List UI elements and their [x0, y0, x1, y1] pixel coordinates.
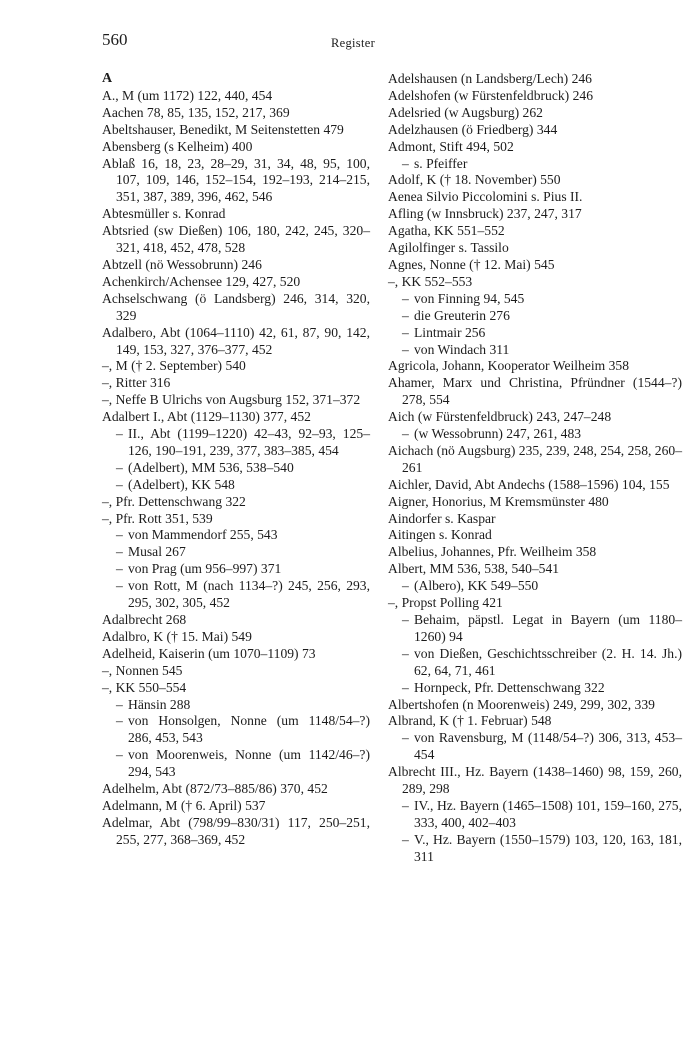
subentry-dash: – [116, 696, 123, 712]
subentry-text: II., Abt (1199–1220) 42–43, 92–93, 125–126, 190–191, 239, 377, 383–385, 454 [128, 426, 370, 458]
page-header [102, 30, 604, 54]
index-entry: Ahamer, Marx und Christina, Pfründner (1544–?) 278, 554 [388, 375, 682, 408]
subentry-dash: – [116, 578, 123, 594]
index-subentry [102, 578, 370, 612]
index-entry: Adelheid, Kaiserin (um 1070–1109) 73 [102, 645, 316, 661]
index-entry: Ablaß 16, 18, 23, 28–29, 31, 34, 48, 95, 100, 107, 109, 146, 152–154, 192–193, 214–215, 351, 387, 389, 396, 462, 546 [102, 155, 370, 205]
subentry-text: Hänsin 288 [128, 696, 191, 712]
index-entry: Albelius, Johannes, Pfr. Weilheim 358 [388, 544, 597, 560]
subentry-text: (Adelbert), KK 548 [128, 476, 235, 492]
index-entry: –, Propst Polling 421 [388, 595, 503, 611]
subentry-dash: – [116, 747, 123, 763]
subentry-text: von Windach 311 [414, 341, 510, 357]
index-subentry [388, 156, 682, 173]
index-entry: Adalbrecht 268 [102, 612, 187, 627]
subentry-dash: – [116, 459, 123, 475]
subentry-dash: – [402, 645, 409, 661]
subentry-text: Musal 267 [128, 544, 186, 560]
subentry-dash: – [116, 527, 123, 543]
subentry-dash: – [402, 324, 409, 340]
index-entry: Aichler, David, Abt Andechs (1588–1596) 104, 155 [388, 476, 670, 492]
subentry-dash: – [116, 426, 123, 442]
index-entry: Albrecht III., Hz. Bayern (1438–1460) 98, 159, 260, 289, 298 [388, 764, 682, 797]
index-subentry [388, 578, 682, 595]
index-entry: Afling (w Innsbruck) 237, 247, 317 [388, 206, 582, 222]
index-entry: Aichach (nö Augsburg) 235, 239, 248, 254, 258, 260–261 [388, 442, 682, 475]
index-entry: Adalbro, K († 15. Mai) 549 [102, 628, 252, 644]
subentry-text: (Adelbert), MM 536, 538–540 [128, 459, 294, 475]
index-subentry [102, 426, 370, 460]
index-subentry [388, 291, 682, 308]
index-entry: Albrand, K († 1. Februar) 548 [388, 713, 552, 729]
subentry-dash: – [402, 341, 409, 357]
subentry-dash: – [116, 476, 123, 492]
subentry-dash: – [402, 612, 409, 627]
index-subentry [388, 426, 682, 443]
subentry-text: von Prag (um 956–997) 371 [128, 561, 282, 577]
subentry-dash: – [402, 797, 409, 813]
index-subentry [102, 544, 370, 561]
index-entry: Adelmann, M († 6. April) 537 [102, 797, 266, 813]
subentry-dash: – [402, 679, 409, 695]
subentry-text: von Rott, M (nach 1134–?) 245, 256, 293, 295, 302, 305, 452 [128, 578, 370, 611]
index-subentry [102, 747, 370, 781]
subentry-text: s. Pfeiffer [414, 155, 468, 171]
index-entry: Agricola, Johann, Kooperator Weilheim 358 [388, 358, 630, 374]
subentry-text: Lintmair 256 [414, 324, 486, 340]
subentry-text: (w Wessobrunn) 247, 261, 483 [414, 426, 582, 442]
section-letter: A [102, 71, 113, 86]
subentry-text: von Finning 94, 545 [414, 290, 525, 306]
index-entry: Abeltshauser, Benedikt, M Seitenstetten 479 [102, 121, 344, 137]
running-title: Register [330, 36, 376, 50]
subentry-dash: – [402, 290, 409, 306]
index-entry: Aenea Silvio Piccolomini s. Pius II. [388, 189, 583, 205]
subentry-text: von Dießen, Geschichtsschreiber (2. H. 14. Jh.) 62, 64, 71, 461 [414, 645, 682, 678]
subentry-text: IV., Hz. Bayern (1465–1508) 101, 159–160, 275, 333, 400, 402–403 [414, 797, 682, 830]
index-entry: Aich (w Fürstenfeldbruck) 243, 247–248 [388, 409, 612, 425]
index-entry: Abtzell (nö Wessobrunn) 246 [102, 256, 262, 272]
index-entry: –, KK 550–554 [102, 679, 187, 695]
subentry-dash: – [402, 155, 409, 171]
subentry-dash: – [402, 578, 409, 594]
index-subentry [388, 832, 682, 866]
index-subentry [388, 646, 682, 680]
index-subentry [102, 697, 370, 714]
index-subentry [102, 713, 370, 747]
index-subentry [388, 325, 682, 342]
index-subentry [102, 477, 370, 494]
index-entry: Aindorfer s. Kaspar [388, 510, 496, 526]
index-entry: Adelhelm, Abt (872/73–885/86) 370, 452 [102, 781, 328, 797]
index-column-right [388, 71, 682, 866]
index-entry: Agilolfinger s. Tassilo [388, 240, 509, 256]
subentry-dash: – [402, 831, 409, 847]
index-entry: Aachen 78, 85, 135, 152, 217, 369 [102, 104, 290, 120]
index-subentry [102, 527, 370, 544]
index-entry: –, Pfr. Rott 351, 539 [102, 510, 213, 526]
subentry-dash: – [116, 561, 123, 577]
index-entry: –, Nonnen 545 [102, 662, 183, 678]
index-subentry [102, 460, 370, 477]
subentry-text: von Honsolgen, Nonne (um 1148/54–?) 286, 453, 543 [128, 713, 370, 746]
index-entry: –, KK 552–553 [388, 273, 473, 289]
index-entry: Adelshausen (n Landsberg/Lech) 246 [388, 71, 592, 86]
subentry-text: die Greuterin 276 [414, 307, 510, 323]
subentry-text: (Albero), KK 549–550 [414, 578, 539, 594]
subentry-dash: – [116, 713, 123, 729]
subentry-text: V., Hz. Bayern (1550–1579) 103, 120, 163, 181, 311 [414, 831, 682, 864]
subentry-text: von Moorenweis, Nonne (um 1142/46–?) 294, 543 [128, 747, 370, 780]
index-entry: Adelzhausen (ö Friedberg) 344 [388, 121, 558, 137]
index-entry: Achselschwang (ö Landsberg) 246, 314, 320, 329 [102, 290, 370, 323]
index-subentry [388, 730, 682, 764]
index-entry: –, Neffe B Ulrichs von Augsburg 152, 371–372 [102, 392, 361, 408]
subentry-dash: – [402, 426, 409, 442]
index-entry: Aigner, Honorius, M Kremsmünster 480 [388, 493, 609, 509]
index-entry: Abensberg (s Kelheim) 400 [102, 138, 253, 154]
index-entry: Adalbero, Abt (1064–1110) 42, 61, 87, 90, 142, 149, 153, 327, 376–377, 452 [102, 324, 370, 357]
index-entry: –, Pfr. Dettenschwang 322 [102, 493, 246, 509]
subentry-text: von Mammendorf 255, 543 [128, 527, 278, 543]
index-entry: Adolf, K († 18. November) 550 [388, 172, 561, 188]
index-subentry [388, 612, 682, 646]
subentry-text: von Ravensburg, M (1148/54–?) 306, 313, 453–454 [414, 730, 682, 763]
subentry-text: Behaim, päpstl. Legat in Bayern (um 1180–1260) 94 [414, 612, 682, 644]
index-entry: Agnes, Nonne († 12. Mai) 545 [388, 256, 555, 272]
index-subentry [388, 798, 682, 832]
index-entry: Achenkirch/Achensee 129, 427, 520 [102, 273, 301, 289]
index-entry: Agatha, KK 551–552 [388, 223, 505, 239]
index-entry: Admont, Stift 494, 502 [388, 138, 514, 154]
index-column-left [102, 71, 370, 849]
index-entry: Abtesmüller s. Konrad [102, 206, 226, 222]
subentry-dash: – [402, 307, 409, 323]
index-subentry [102, 561, 370, 578]
index-subentry [388, 342, 682, 359]
page-number: 560 [102, 30, 128, 49]
index-subentry [388, 680, 682, 697]
subentry-text: Hornpeck, Pfr. Dettenschwang 322 [414, 679, 605, 695]
index-entry: –, M († 2. September) 540 [102, 358, 246, 374]
index-entry: Albertshofen (n Moorenweis) 249, 299, 302, 339 [388, 696, 655, 712]
index-entry: Adelsried (w Augsburg) 262 [388, 104, 543, 120]
index-entry: Adelshofen (w Fürstenfeldbruck) 246 [388, 87, 593, 103]
index-entry: Albert, MM 536, 538, 540–541 [388, 561, 560, 577]
subentry-dash: – [402, 730, 409, 746]
subentry-dash: – [116, 544, 123, 560]
index-entry: Abtsried (sw Dießen) 106, 180, 242, 245, 320–321, 418, 452, 478, 528 [102, 223, 370, 256]
index-entry: A., M (um 1172) 122, 440, 454 [102, 87, 273, 103]
index-subentry [388, 308, 682, 325]
index-entry: Aitingen s. Konrad [388, 527, 492, 543]
index-entry: Adelmar, Abt (798/99–830/31) 117, 250–251, 255, 277, 368–369, 452 [102, 814, 370, 847]
index-entry: –, Ritter 316 [102, 375, 171, 391]
index-entry: Adalbert I., Abt (1129–1130) 377, 452 [102, 409, 311, 425]
